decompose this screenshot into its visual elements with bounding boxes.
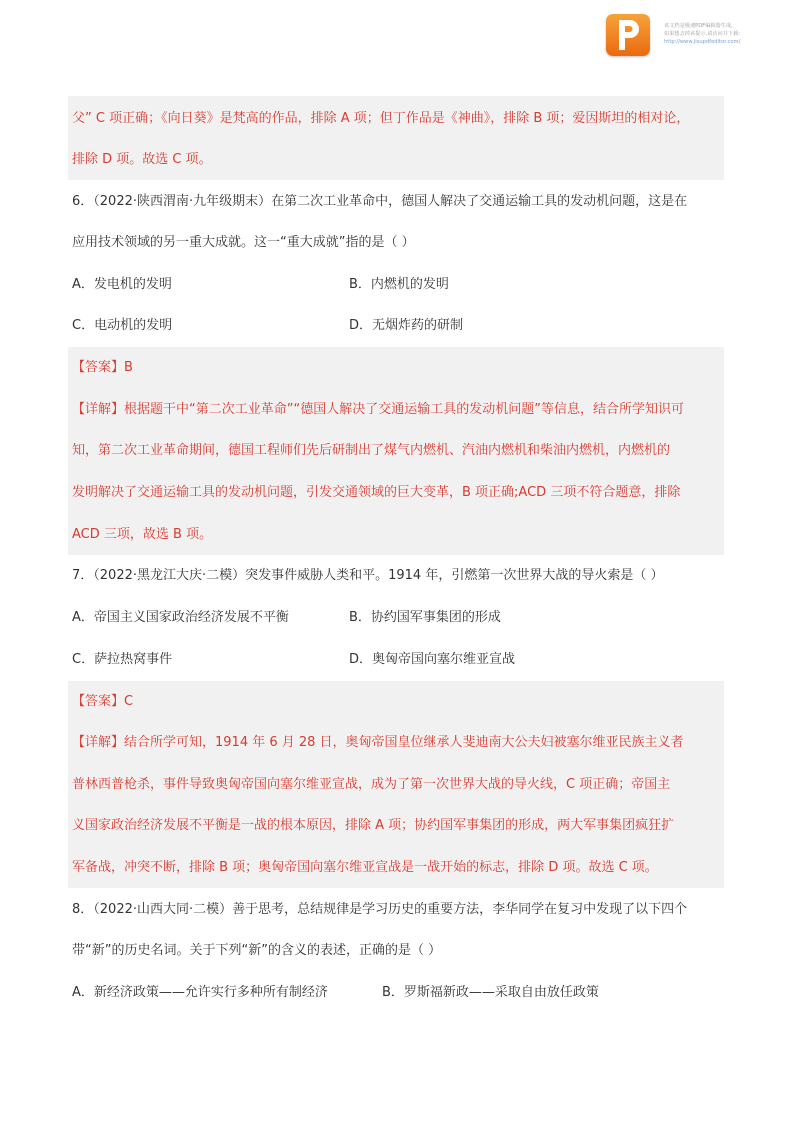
q6-explanation-line: 【详解】根据题干中“第二次工业革命”“德国人解决了交通运输工具的发动机问题”等信息，结合所学知识可 (72, 402, 684, 417)
q7-explanation-line: 【详解】结合所学可知，1914 年 6 月 28 日，奥匈帝国皇位继承人斐迪南大公夫妇被塞尔维亚民族主义者 (72, 735, 684, 750)
watermark-url: http://www.jisupdfeditor.com/ (664, 39, 741, 45)
pdf-editor-logo (606, 14, 650, 56)
q7-explanation-line: 义国家政治经济发展不平衡是一战的根本原因，排除 A 项；协约国军事集团的形成，两大军事集团疯狂扩 (72, 818, 675, 833)
q8-option-b: B．罗斯福新政——采取自由放任政策 (382, 985, 599, 1000)
q7-option-c: C．萨拉热窝事件 (72, 652, 173, 667)
q7-answer: 【答案】C (72, 694, 134, 709)
q5-explanation-line: 排除 D 项。故选 C 项。 (72, 152, 212, 167)
q6-explanation-line: 发明解决了交通运输工具的发动机问题，引发交通领域的巨大变革，B 项正确;ACD 三项不符合题意，排除 (72, 485, 681, 500)
q8-stem: 带“新”的历史名词。关于下列“新”的含义的表述，正确的是（ ） (72, 943, 442, 958)
q6-stem: 6．（2022·陕西渭南·九年级期末）在第二次工业革命中，德国人解决了交通运输工具的发动机问题，这是在 (72, 194, 688, 209)
q7-stem: 7．（2022·黑龙江大庆·二模）突发事件威胁人类和平。1914 年，引燃第一次世界大战的导火索是（ ） (72, 568, 664, 583)
q7-option-b: B．协约国军事集团的形成 (349, 610, 501, 625)
q6-stem: 应用技术领域的另一重大成就。这一“重大成就”指的是（ ） (72, 235, 415, 250)
q6-explanation-line: ACD 三项，故选 B 项。 (72, 527, 213, 542)
q7-explanation-line: 军备战，冲突不断，排除 B 项；奥匈帝国向塞尔维亚宣战是一战开始的标志，排除 D 项。故选 C 项。 (72, 860, 658, 875)
q6-option-a: A．发电机的发明 (72, 277, 172, 292)
q6-option-d: D．无烟炸药的研制 (349, 318, 464, 333)
logo-badge (606, 14, 650, 56)
q6-answer: 【答案】B (72, 360, 133, 375)
q8-stem: 8．（2022·山西大同·二模）善于思考，总结规律是学习历史的重要方法，李华同学在复习中发现了以下四个 (72, 902, 688, 917)
q6-option-c: C．电动机的发明 (72, 318, 173, 333)
q7-explanation-line: 普林西普枪杀，事件导致奥匈帝国向塞尔维亚宣战，成为了第一次世界大战的导火线，C 项正确；帝国主 (72, 777, 671, 792)
watermark-line-1: 该文档是极速PDF编辑器生成, (664, 23, 733, 29)
watermark-text (664, 22, 784, 46)
q8-option-a: A．新经济政策——允许实行多种所有制经济 (72, 985, 328, 1000)
q7-option-d: D．奥匈帝国向塞尔维亚宣战 (349, 652, 516, 667)
q6-explanation-line: 知，第二次工业革命期间，德国工程师们先后研制出了煤气内燃机、汽油内燃机和柴油内燃机，内燃机的 (72, 443, 671, 458)
q6-option-b: B．内燃机的发明 (349, 277, 449, 292)
watermark-line-2: 如果想去掉该提示,请访问并下载: (664, 31, 741, 37)
q7-option-a: A．帝国主义国家政治经济发展不平衡 (72, 610, 289, 625)
p-letter-icon (615, 18, 641, 52)
q5-explanation-line: 父” C 项正确；《向日葵》是梵高的作品，排除 A 项；但丁作品是《神曲》，排除 B 项；爱因斯坦的相对论， (72, 111, 690, 126)
